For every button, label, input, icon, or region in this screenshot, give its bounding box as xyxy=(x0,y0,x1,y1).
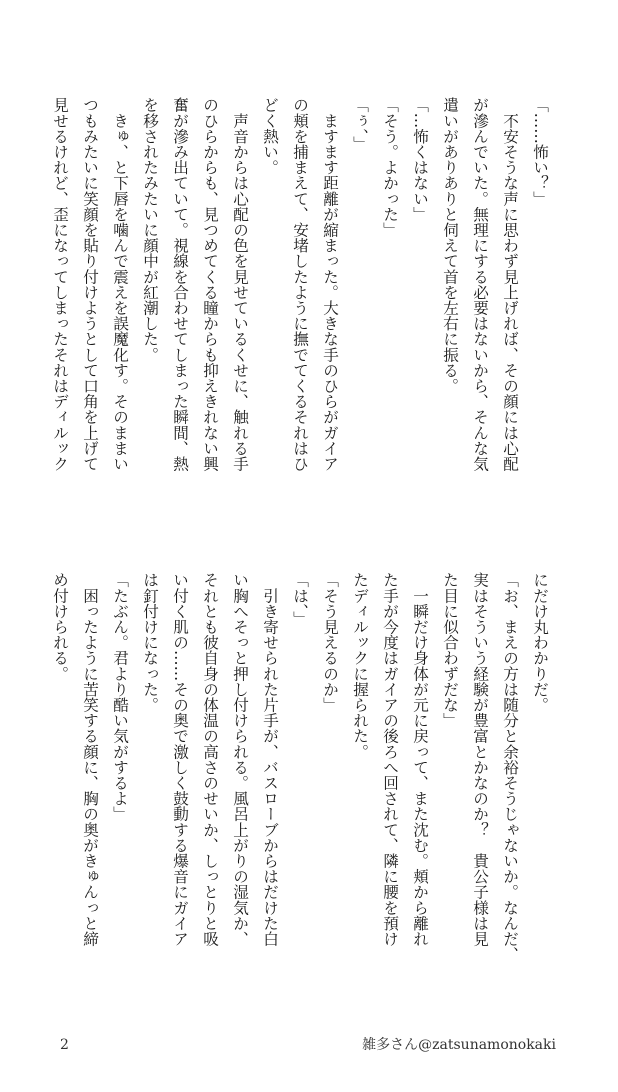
text-line: 「ぅ、」 xyxy=(351,97,369,152)
text-line: 「そう見えるのか」 xyxy=(321,572,339,713)
text-line: が滲んでいた。無理にする必要はないから、そんな気 xyxy=(471,97,489,472)
author-credit: 雑多さん@zatsunamonokaki xyxy=(362,1037,556,1053)
text-line: 「たぶん。君より酷い気がするよ」 xyxy=(111,572,129,822)
text-line: 一瞬だけ身体が元に戻って、また沈む。頬から離れ xyxy=(411,572,429,947)
text-line: 引き寄せられた片手が、バスローブからはだけた白 xyxy=(261,572,279,947)
text-line: 実はそういう経験が豊富とかなのか？ 貴公子様は見 xyxy=(471,572,489,947)
page-number: 2 xyxy=(60,1037,69,1053)
text-line: め付けられる。 xyxy=(51,572,69,682)
text-line: い胸へそっと押し付けられる。風呂上がりの湿気か、 xyxy=(231,572,249,947)
text-line: を移されたみたいに顔中が紅潮した。 xyxy=(141,97,159,363)
text-line: 「……怖い？」 xyxy=(531,97,549,207)
text-block-top xyxy=(51,97,555,521)
text-line: 「そう。よかった」 xyxy=(381,97,399,238)
text-line: 見せるけれど、歪になってしまったそれはディルック xyxy=(51,97,69,472)
text-line: 「お、まえの方は随分と余裕そうじゃないか。なんだ、 xyxy=(501,572,519,962)
text-line: 不安そうな声に思わず見上げれば、その顔には心配 xyxy=(501,97,519,472)
text-line: 遣いがありありと伺えて首を左右に振る。 xyxy=(441,97,459,394)
text-line: 声音からは心配の色を見せているくせに、触れる手 xyxy=(231,97,249,472)
text-line: たディルックに握られた。 xyxy=(351,572,369,760)
text-line: どく熱い。 xyxy=(261,97,279,175)
text-line: 「…怖くはない」 xyxy=(411,97,429,222)
text-line: た手が今度はガイアの後ろへ回されて、隣に腰を預け xyxy=(381,572,399,947)
text-line: は釘付けになった。 xyxy=(141,572,159,713)
text-line: ますます距離が縮まった。大きな手のひらがガイア xyxy=(321,97,339,472)
text-line: た目に似合わずだな」 xyxy=(441,572,459,728)
text-line: い付く肌の……その奥で激しく鼓動する爆音にガイア xyxy=(171,572,189,947)
text-line: の頬を捕まえて、安堵したように撫でてくるそれはひ xyxy=(291,97,309,472)
text-line: にだけ丸わかりだ。 xyxy=(531,572,549,713)
text-block-bottom xyxy=(51,572,555,1012)
text-line: のひらからも、見つめてくる瞳からも抑えきれない興 xyxy=(201,97,219,472)
text-line: 困ったように苦笑する顔に、胸の奥がきゅんっと締 xyxy=(81,572,99,947)
text-line: つもみたいに笑顔を貼り付けようとして口角を上げて xyxy=(81,97,99,472)
text-line: 奮が滲み出ていて。視線を合わせてしまった瞬間、熱 xyxy=(171,97,189,472)
text-line: それとも彼自身の体温の高さのせいか、しっとりと吸 xyxy=(201,572,219,947)
text-line: きゅ、と下唇を噛んで震えを誤魔化す。そのままい xyxy=(111,97,129,472)
text-line: 「は、」 xyxy=(291,572,309,627)
